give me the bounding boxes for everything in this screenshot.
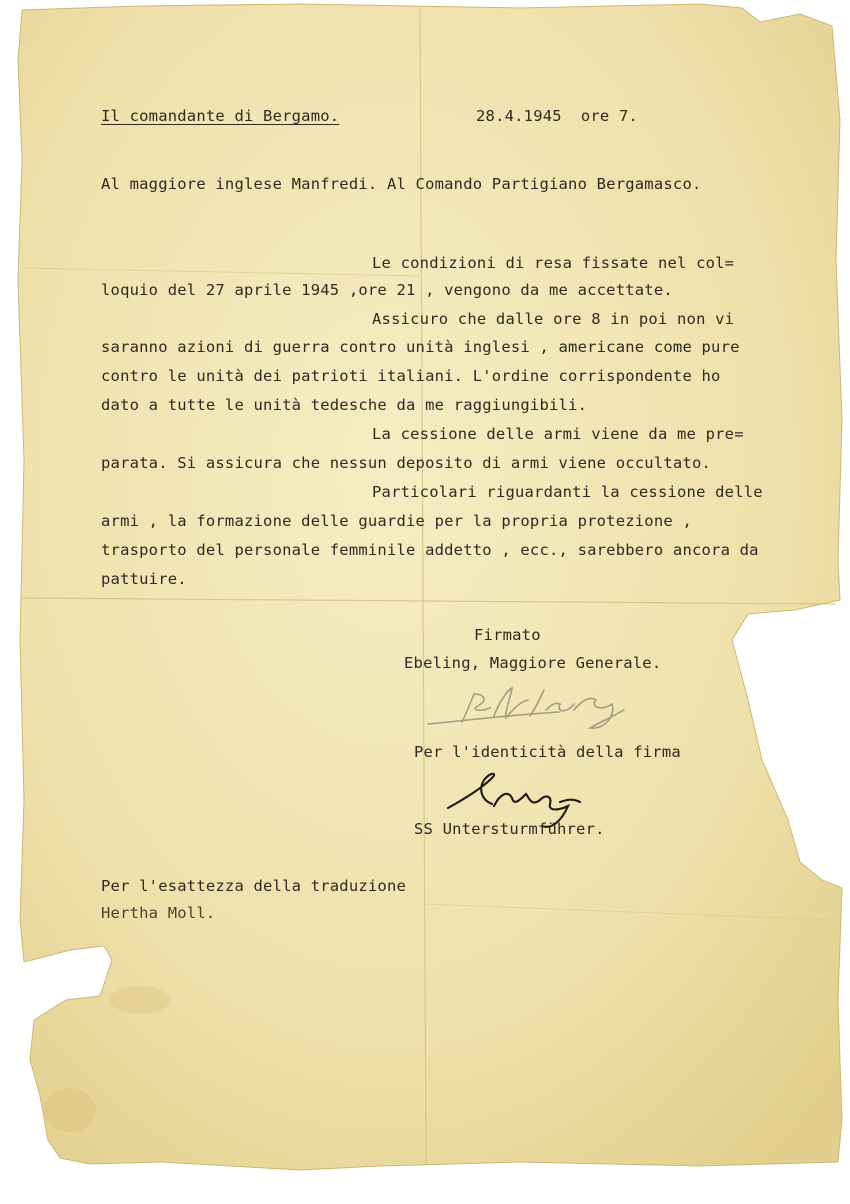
translation-note: Per l'esattezza della traduzione (101, 877, 407, 895)
body-line: contro le unità dei patrioti italiani. L'ordine corrispondente ho (101, 367, 721, 385)
translator-name: Hertha Moll. (101, 904, 216, 922)
body-line: trasporto del personale femminile addetto , ecc., sarebbero ancora da (101, 541, 759, 559)
body-line: Particolari riguardanti la cessione delle (372, 483, 763, 501)
sender-line: Il comandante di Bergamo. (101, 107, 340, 125)
stain (110, 986, 170, 1014)
body-line: Assicuro che dalle ore 8 in poi non vi (372, 310, 735, 328)
date-line: 28.4.1945 ore 7. (476, 107, 639, 125)
stain (44, 1088, 96, 1132)
signed-label: Firmato (474, 626, 541, 644)
stain (770, 20, 830, 60)
body-line: loquio del 27 aprile 1945 ,ore 21 , vengono da me accettate. (101, 281, 673, 299)
signatory-name: Ebeling, Maggiore Generale. (404, 654, 662, 672)
verifier-rank: SS Untersturmführer. (414, 820, 605, 838)
addressee-line: Al maggiore inglese Manfredi. Al Comando Partigiano Bergamasco. (101, 175, 702, 193)
body-line: dato a tutte le unità tedesche da me raggiungibili. (101, 396, 588, 414)
body-line: armi , la formazione delle guardie per la propria protezione , (101, 512, 692, 530)
body-line: saranno azioni di guerra contro unità inglesi , americane come pure (101, 338, 740, 356)
signature-verification-line: Per l'identicità della firma (414, 743, 681, 761)
body-line: La cessione delle armi viene da me pre= (372, 425, 744, 443)
body-line: Le condizioni di resa fissate nel col= (372, 254, 735, 272)
body-line: parata. Si assicura che nessun deposito di armi viene occultato. (101, 454, 712, 472)
body-line: pattuire. (101, 570, 187, 588)
